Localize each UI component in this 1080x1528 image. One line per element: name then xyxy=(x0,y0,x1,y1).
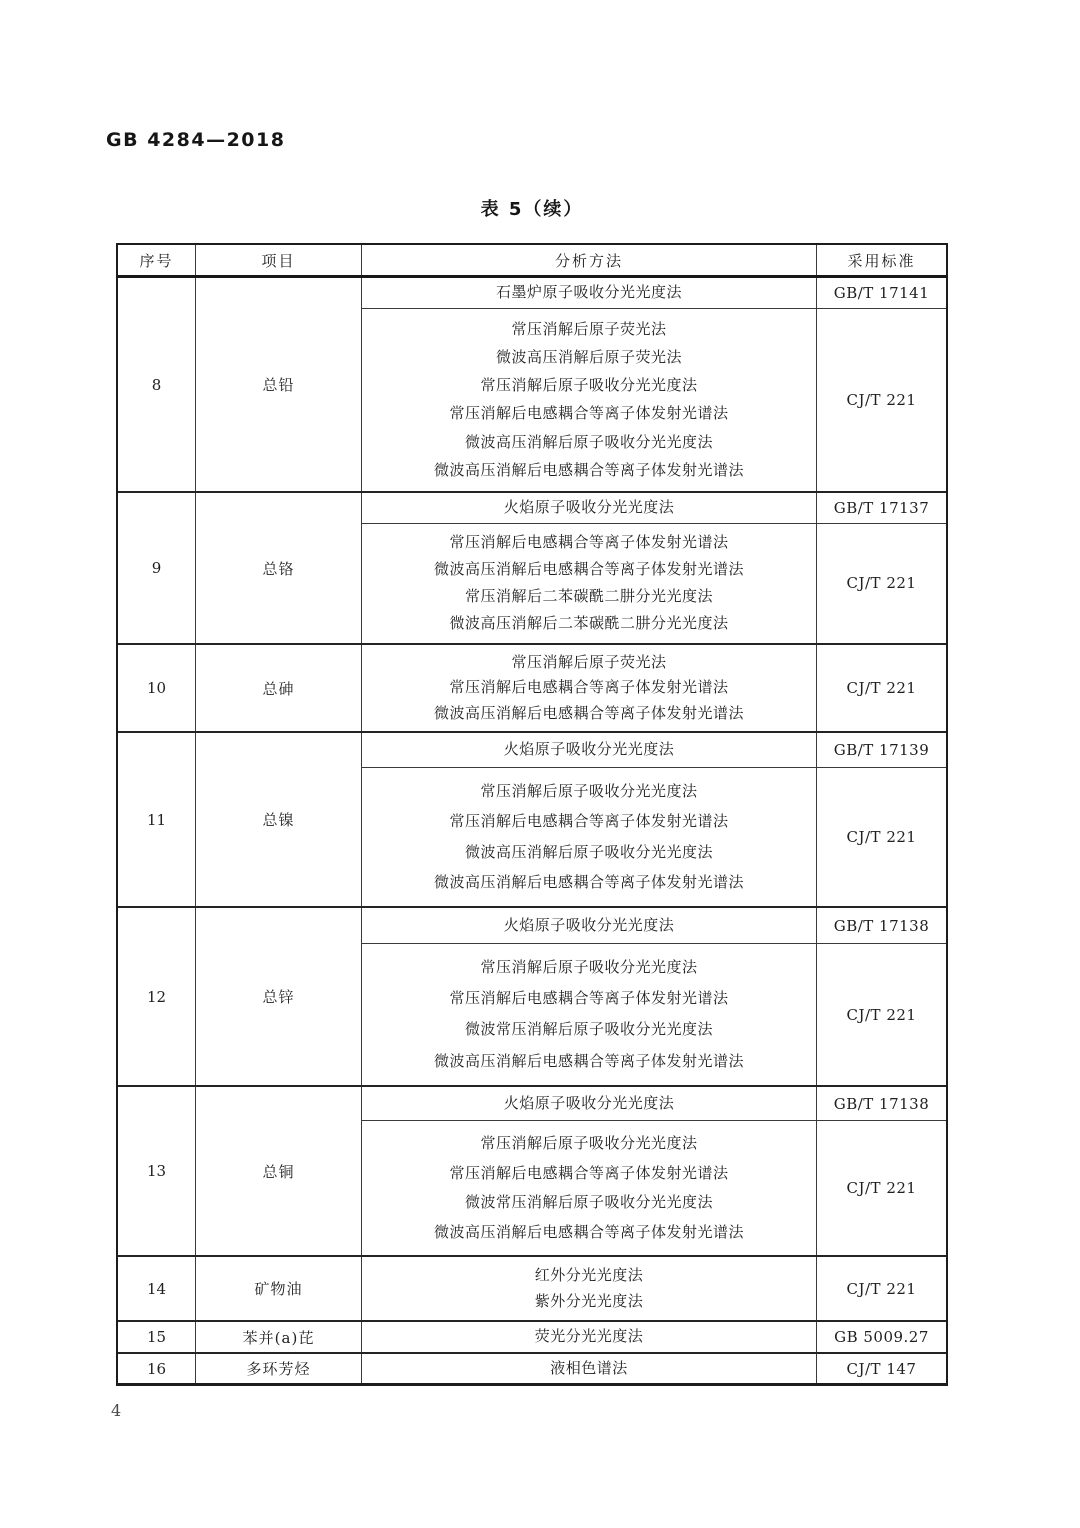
method-line: 微波高压消解后二苯碳酰二肼分光光度法 xyxy=(449,614,729,633)
standard-cell: GB 5009.27 xyxy=(816,1322,946,1352)
method-blocks xyxy=(362,1354,946,1383)
table-title: 表 5（续） xyxy=(480,199,584,220)
row-number-cell: 16 xyxy=(118,1354,196,1383)
row-number-cell: 8 xyxy=(118,278,196,491)
methods-cell xyxy=(362,768,816,906)
method-line: 火焰原子吸收分光光度法 xyxy=(503,1093,675,1112)
table-row xyxy=(118,491,946,643)
method-block xyxy=(362,908,946,943)
method-line: 微波高压消解后电感耦合等离子体发射光谱法 xyxy=(433,703,744,722)
method-block xyxy=(362,1354,946,1383)
method-line: 常压消解后原子荧光法 xyxy=(511,319,667,338)
row-number-cell: 10 xyxy=(118,645,196,731)
row-number-cell: 12 xyxy=(118,908,196,1085)
row-number-cell: 9 xyxy=(118,493,196,643)
column-header-method: 分析方法 xyxy=(362,245,817,275)
table-header-row xyxy=(118,245,946,278)
standard-cell: CJ/T 221 xyxy=(816,645,946,731)
item-cell: 总镍 xyxy=(196,733,362,906)
method-block xyxy=(362,1257,946,1320)
standard-cell: CJ/T 221 xyxy=(816,309,946,491)
method-line: 常压消解后原子荧光法 xyxy=(511,652,667,671)
method-block xyxy=(362,767,946,906)
method-line: 常压消解后原子吸收分光光度法 xyxy=(480,957,698,976)
method-line: 微波高压消解后原子荧光法 xyxy=(495,348,682,367)
method-blocks xyxy=(362,908,946,1085)
method-block xyxy=(362,943,946,1085)
methods-cell xyxy=(362,1354,816,1383)
methods-cell xyxy=(362,309,816,491)
item-cell: 矿物油 xyxy=(196,1257,362,1320)
methods-cell xyxy=(362,645,816,731)
methods-cell xyxy=(362,1121,816,1255)
table-body xyxy=(118,278,946,1383)
standard-cell: CJ/T 221 xyxy=(816,944,946,1085)
standard-cell: GB/T 17138 xyxy=(816,908,946,943)
method-line: 微波高压消解后原子吸收分光光度法 xyxy=(464,842,713,861)
method-line: 微波高压消解后电感耦合等离子体发射光谱法 xyxy=(433,460,744,479)
method-line: 荧光分光光度法 xyxy=(534,1327,644,1346)
method-line: 常压消解后原子吸收分光光度法 xyxy=(480,1133,698,1152)
standard-cell: GB/T 17137 xyxy=(816,493,946,523)
method-blocks xyxy=(362,645,946,731)
method-line: 常压消解后电感耦合等离子体发射光谱法 xyxy=(449,404,729,423)
method-line: 红外分光光度法 xyxy=(534,1265,644,1284)
method-line: 常压消解后电感耦合等离子体发射光谱法 xyxy=(449,989,729,1008)
item-cell: 总铬 xyxy=(196,493,362,643)
method-line: 火焰原子吸收分光光度法 xyxy=(503,498,675,517)
row-number-cell: 14 xyxy=(118,1257,196,1320)
method-blocks xyxy=(362,278,946,491)
table-row xyxy=(118,731,946,906)
column-header-no: 序号 xyxy=(118,245,196,275)
method-line: 火焰原子吸收分光光度法 xyxy=(503,740,675,759)
methods-cell xyxy=(362,524,816,643)
page-number: 4 xyxy=(111,1401,122,1420)
table-row xyxy=(118,1085,946,1255)
method-line: 微波高压消解后电感耦合等离子体发射光谱法 xyxy=(433,560,744,579)
method-line: 石墨炉原子吸收分光光度法 xyxy=(495,283,682,302)
standard-cell: CJ/T 221 xyxy=(816,768,946,906)
item-cell: 总砷 xyxy=(196,645,362,731)
methods-cell xyxy=(362,733,816,767)
item-cell: 总铅 xyxy=(196,278,362,491)
method-line: 紫外分光光度法 xyxy=(534,1291,644,1310)
method-line: 常压消解后电感耦合等离子体发射光谱法 xyxy=(449,533,729,552)
table-row xyxy=(118,1320,946,1352)
row-number-cell: 11 xyxy=(118,733,196,906)
method-blocks xyxy=(362,733,946,906)
method-line: 常压消解后电感耦合等离子体发射光谱法 xyxy=(449,812,729,831)
method-line: 微波常压消解后原子吸收分光光度法 xyxy=(464,1020,713,1039)
table-row xyxy=(118,278,946,491)
method-block xyxy=(362,493,946,523)
method-line: 微波高压消解后电感耦合等离子体发射光谱法 xyxy=(433,1223,744,1242)
analysis-methods-table xyxy=(116,243,948,1386)
methods-cell xyxy=(362,278,816,308)
method-line: 火焰原子吸收分光光度法 xyxy=(503,915,675,934)
method-blocks xyxy=(362,493,946,643)
method-line: 微波高压消解后电感耦合等离子体发射光谱法 xyxy=(433,873,744,892)
item-cell: 苯并(a)芘 xyxy=(196,1322,362,1352)
standard-cell: CJ/T 147 xyxy=(816,1354,946,1383)
item-cell: 总铜 xyxy=(196,1087,362,1255)
method-line: 常压消解后电感耦合等离子体发射光谱法 xyxy=(449,1163,729,1182)
method-block xyxy=(362,523,946,643)
doc-number: GB 4284—2018 xyxy=(106,129,286,151)
method-line: 常压消解后二苯碳酰二肼分光光度法 xyxy=(464,587,713,606)
method-line: 液相色谱法 xyxy=(550,1358,628,1377)
standard-cell: GB/T 17141 xyxy=(816,278,946,308)
method-line: 常压消解后电感耦合等离子体发射光谱法 xyxy=(449,678,729,697)
row-number-cell: 13 xyxy=(118,1087,196,1255)
methods-cell xyxy=(362,1087,816,1120)
method-line: 常压消解后原子吸收分光光度法 xyxy=(480,376,698,395)
column-header-item: 项目 xyxy=(196,245,362,275)
methods-cell xyxy=(362,493,816,523)
standard-cell: GB/T 17138 xyxy=(816,1087,946,1120)
methods-cell xyxy=(362,908,816,943)
method-block xyxy=(362,1087,946,1120)
method-block xyxy=(362,1120,946,1255)
column-header-standard: 采用标准 xyxy=(847,251,916,270)
item-cell: 总锌 xyxy=(196,908,362,1085)
method-blocks xyxy=(362,1257,946,1320)
method-line: 微波高压消解后原子吸收分光光度法 xyxy=(464,432,713,451)
method-block xyxy=(362,1322,946,1352)
table-row xyxy=(118,643,946,731)
method-line: 微波高压消解后电感耦合等离子体发射光谱法 xyxy=(433,1051,744,1070)
standard-cell: CJ/T 221 xyxy=(816,1257,946,1320)
method-block xyxy=(362,733,946,767)
method-block xyxy=(362,645,946,731)
method-block xyxy=(362,308,946,491)
method-blocks xyxy=(362,1087,946,1255)
standard-cell: CJ/T 221 xyxy=(816,1121,946,1255)
methods-cell xyxy=(362,1257,816,1320)
table-row xyxy=(118,1352,946,1383)
methods-cell xyxy=(362,1322,816,1352)
table-row xyxy=(118,1255,946,1320)
standard-cell: GB/T 17139 xyxy=(816,733,946,767)
row-number-cell: 15 xyxy=(118,1322,196,1352)
item-cell: 多环芳烃 xyxy=(196,1354,362,1383)
methods-cell xyxy=(362,944,816,1085)
method-block xyxy=(362,278,946,308)
table-row xyxy=(118,906,946,1085)
method-line: 微波常压消解后原子吸收分光光度法 xyxy=(464,1193,713,1212)
method-line: 常压消解后原子吸收分光光度法 xyxy=(480,781,698,800)
standard-cell: CJ/T 221 xyxy=(816,524,946,643)
method-blocks xyxy=(362,1322,946,1352)
